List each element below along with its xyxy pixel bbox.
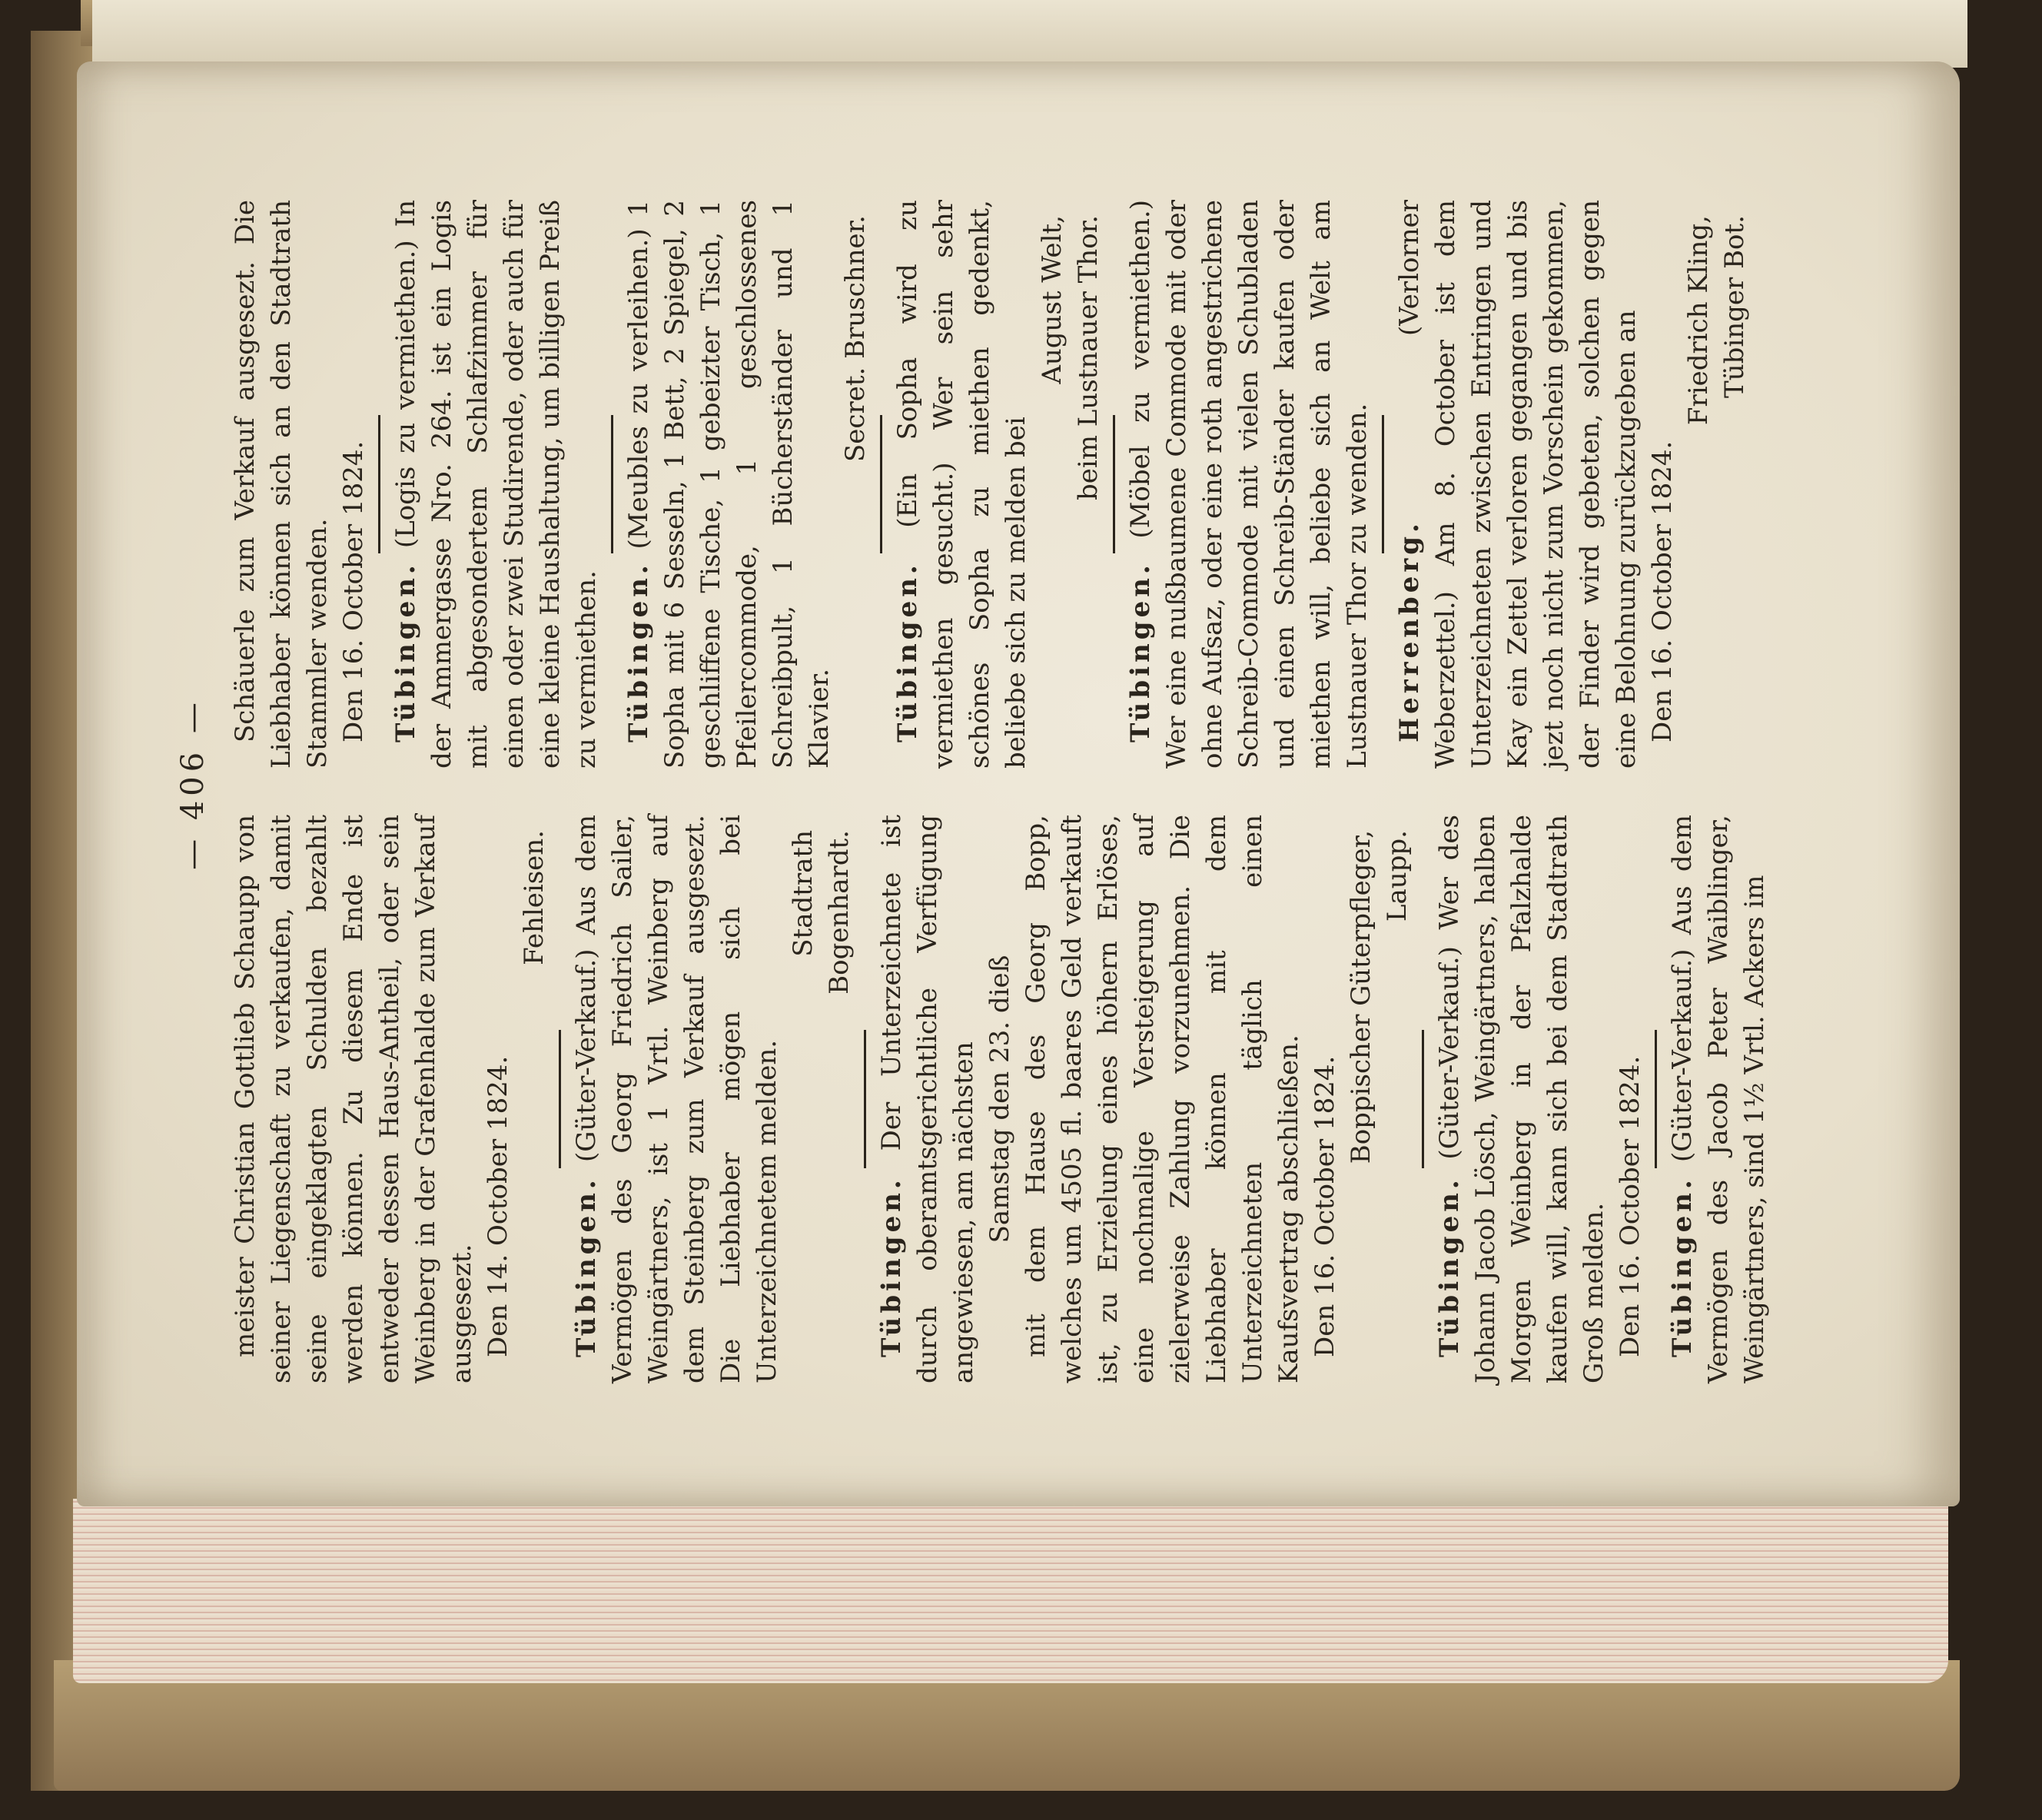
notice-text: (Güter-Verkauf.) Wer des Johann Jacob Lösch, Weingärtners, halben Morgen Weinberg in der Pfalzhalde kaufen will, kann sich bei dem Stadtrath Groß melden.	[1434, 815, 1609, 1383]
notice-text: mit dem Hause des Georg Bopp, welches um 4505 fl. baares Geld verkauft ist, zu Erzielung eines höhern Erlöses, eine nochmalige Versteigerung auf zielerweise Zahlung vorzunehmen. Die Liebhaber können mit dem Unterzeichneten täglich einen Kaufsvertrag abschließen.	[1021, 815, 1304, 1383]
section-divider	[880, 415, 882, 553]
notice-date: Den 14. October 1824.	[483, 1055, 513, 1357]
section-divider	[378, 415, 380, 553]
notice-date: Den 16. October 1824.	[1310, 1055, 1340, 1357]
notice-text: Der Unterzeichnete ist durch oberamtsgerichtliche Verfügung angewiesen, am nächsten	[876, 815, 979, 1383]
signature-line: Stadtrath	[788, 830, 818, 957]
page-edges	[73, 1499, 1948, 1683]
notice-paragraph	[1665, 815, 1773, 1383]
notice-paragraph	[1123, 200, 1376, 769]
notice-place-heading: Tübingen.	[1667, 1176, 1698, 1357]
notice-date: Den 16. October 1824.	[338, 440, 369, 742]
notice-place-heading: Tübingen.	[1434, 1176, 1465, 1357]
signature-line: August Welt,	[1037, 215, 1067, 384]
notice-paragraph	[227, 200, 336, 769]
notice-place-heading: Tübingen.	[876, 1176, 907, 1357]
section-divider	[1113, 415, 1115, 553]
notice-place-heading: Tübingen.	[1125, 561, 1156, 742]
signature-line: beim Lustnauer Thor.	[1073, 215, 1104, 501]
section-divider	[1422, 1030, 1424, 1168]
notice-place-heading: Tübingen.	[623, 561, 654, 742]
signature-line: Laupp.	[1382, 830, 1413, 922]
notice-paragraph	[1392, 200, 1645, 769]
facing-page-edge	[92, 0, 1967, 68]
notice-place-heading: Tübingen.	[892, 561, 923, 742]
notice-text: (Logis zu vermiethen.) In der Ammergasse Nro. 264. ist ein Logis mit abgesondertem Schlafzimmer für einen oder zwei Studirende, oder auch für eine kleine Haushaltung, um billigen Preiß zu vermiethen.	[390, 200, 602, 769]
section-divider	[559, 1030, 561, 1168]
signature-line: Bogenhardt.	[824, 830, 855, 995]
notice-text: (Güter-Verkauf.) Aus dem Vermögen des Jacob Peter Waiblinger, Weingärtners, sind 1½ Vrtl. Ackers im	[1667, 815, 1770, 1383]
right-column	[227, 200, 1753, 769]
notice-place-heading: Herrenberg.	[1394, 520, 1425, 742]
section-divider	[611, 415, 613, 553]
signature-line: Tübinger Bot.	[1719, 215, 1750, 398]
page-number: — 406 —	[175, 698, 211, 870]
notice-date: Den 16. October 1824.	[1615, 1055, 1645, 1357]
notice-paragraph	[388, 200, 605, 769]
notice-paragraph	[1018, 815, 1307, 1383]
printed-page	[175, 184, 1828, 1383]
notice-paragraph	[227, 815, 480, 1383]
signature-line: Fehleisen.	[519, 830, 550, 965]
notice-text: meister Christian Gottlieb Schaupp von seiner Liegenschaft zu verkaufen, damit seine eingeklagten Schulden bezahlt werden können. Zu diesem Ende ist entweder dessen Haus-Antheil, oder sein Weinberg in der Grafenhalde zum Verkauf ausgesezt.	[230, 815, 477, 1383]
notice-date: Den 16. October 1824.	[1647, 440, 1678, 742]
notice-text: (Güter-Verkauf.) Aus dem Vermögen des Georg Friedrich Sailer, Weingärtners, ist 1 Vrtl. Weinberg auf dem Steinberg zum Verkauf ausgesezt. Die Liebhaber mögen sich bei Unterzeichnetem melden.	[571, 815, 782, 1383]
section-divider	[1655, 1030, 1657, 1168]
notice-text: Schäuerle zum Verkauf ausgesezt. Die Liebhaber können sich an den Stadtrath Stammler wenden.	[230, 200, 333, 769]
signature-line: Boppischer Güterpfleger,	[1346, 830, 1376, 1164]
left-column	[227, 815, 1773, 1383]
notice-paragraph	[890, 200, 1034, 769]
section-divider	[1382, 415, 1384, 553]
section-divider	[864, 1030, 866, 1168]
notice-text: (Ein Sopha wird zu vermiethen gesucht.) Wer sein sehr schönes Sopha zu miethen gedenkt, beliebe sich zu melden bei	[892, 200, 1031, 769]
notice-text: (Verlorner Weberzettel.) Am 8. October ist dem Unterzeichneten zwischen Entringen und Kay ein Zettel verloren gegangen und bis jezt noch nicht zum Vorschein gekommen, der Finder wird gebeten, solchen gegen eine Belohnung zurückzugeben an	[1394, 200, 1642, 769]
signature-line: Secret. Bruschner.	[840, 215, 871, 462]
notice-place-heading: Tübingen.	[571, 1176, 602, 1357]
notice-paragraph	[1432, 815, 1612, 1383]
notice-paragraph	[621, 200, 838, 769]
notice-text: (Möbel zu vermiethen.) Wer eine nußbaumene Commode mit oder ohne Aufsaz, oder eine roth angestrichene Schreib-Commode mit vielen Schubladen und einen Schreib-Ständer kaufen oder miethen will, beliebe sich an Welt am Lustnauer Thor zu wenden.	[1125, 200, 1373, 769]
notice-place-heading: Tübingen.	[390, 561, 421, 742]
notice-paragraph	[569, 815, 785, 1383]
notice-text: (Meubles zu verleihen.) 1 Sopha mit 6 Sesseln, 1 Bett, 2 Spiegel, 2 geschliffene Tische, 1 gebeizter Tisch, 1 Pfeilercommode, 1 geschlossenes Schreibpult, 1 Bücherständer und 1 Klavier.	[623, 199, 835, 769]
centered-line: Samstag den 23. dieß	[984, 955, 1015, 1244]
notice-paragraph	[874, 815, 982, 1383]
signature-line: Friedrich Kling,	[1683, 215, 1714, 426]
